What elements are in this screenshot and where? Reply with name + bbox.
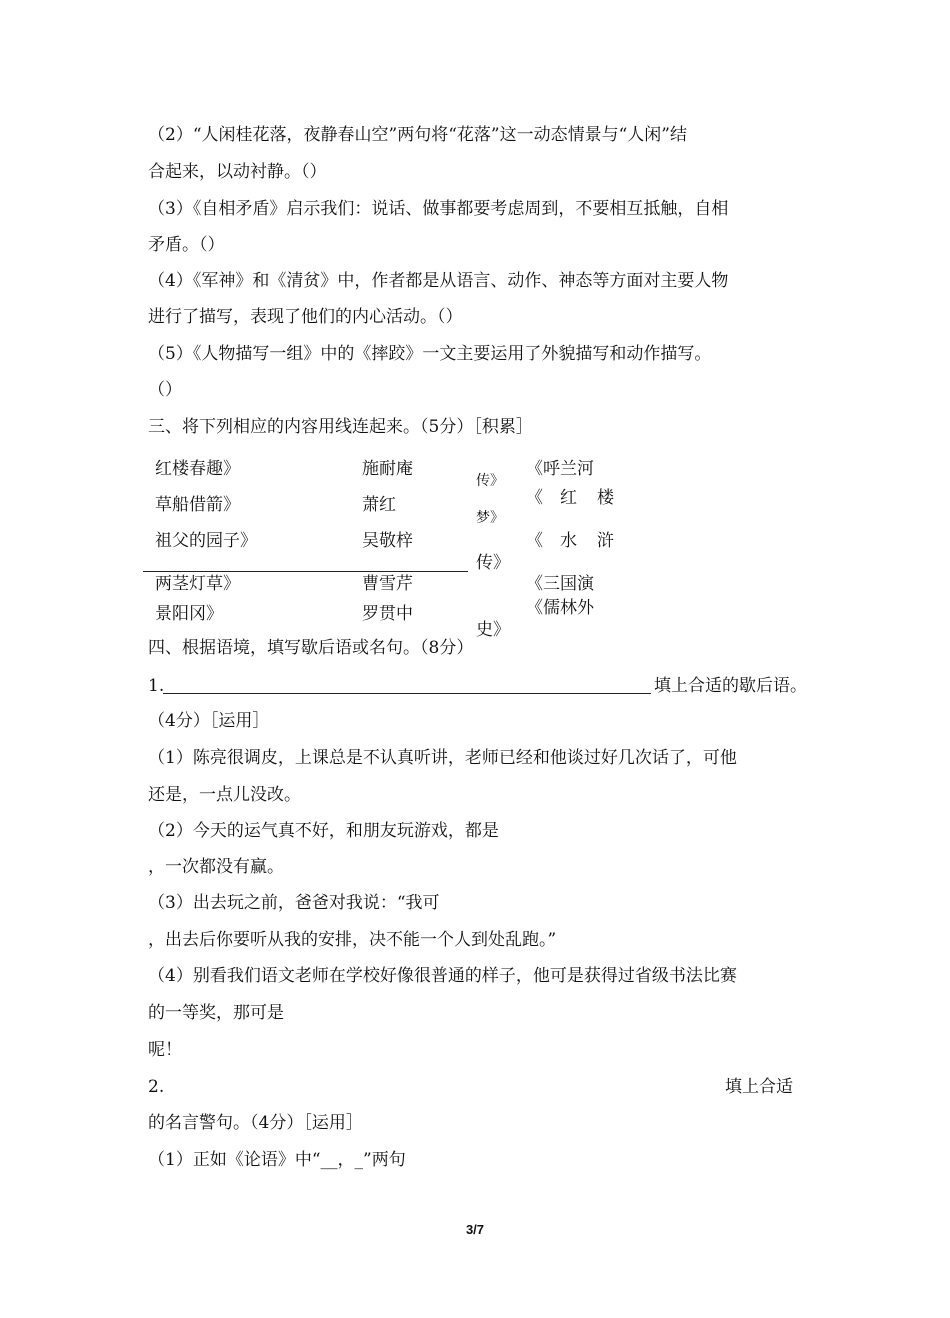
col4-book: 《呼兰河 [526,459,594,479]
q2-instruction: 填上合适 [725,1077,793,1097]
s2-line-2: ，一次都没有赢。 [148,857,284,877]
q2-number: 2. [148,1077,165,1097]
q3-line-1: （3）《自相矛盾》启示我们：说话、做事都要考虑周到，不要相互抵触，自相 [148,199,729,219]
col3-fragment: 传》 [476,473,504,489]
q2-sub1: （1）正如《论语》中“__，_”两句 [148,1150,406,1170]
q2-score-line: 的名言警句。（4分）［运用］ [148,1113,363,1133]
s4-line-1: （4）别看我们语文老师在学校好像很普通的样子，他可是获得过省级书法比赛 [148,966,737,986]
col1-item: 景阳冈》 [155,604,223,624]
col1-item: 红楼春趣》 [155,459,240,479]
section4-heading: 四、根据语境，填写歇后语或名句。（8分） [148,638,474,658]
q3-line-2: 矛盾。（） [148,235,225,255]
q5-line-1: （5）《人物描写一组》中的《摔跤》一文主要运用了外貌描写和动作描写。 [148,344,712,364]
col2-author: 曹雪芹 [362,574,413,594]
section3-heading: 三、将下列相应的内容用线连起来。（5分）［积累］ [148,417,533,437]
s1-line-2: 还是，一点儿没改。 [148,785,301,805]
col4-book: 《儒林外 [526,598,594,618]
q2-line-1: （2）“人闲桂花落，夜静春山空”两句将“花落”这一动态情景与“人闲”结 [148,125,687,145]
s3-line-1: （3）出去玩之前，爸爸对我说：“我可 [148,893,440,913]
q4-line-2: 进行了描写，表现了他们的内心活动。（） [148,307,463,327]
col3-fragment: 史》 [476,620,510,640]
col2-author: 施耐庵 [362,459,413,479]
q1-blank-line[interactable] [163,693,651,694]
col1-item: 祖父的园子》 [155,531,257,551]
s4-line-2: 的一等奖，那可是 [148,1003,284,1023]
q4-line-1: （4）《军神》和《清贫》中，作者都是从语言、动作、神态等方面对主要人物 [148,271,729,291]
col4-book: 《 [526,531,543,551]
s2-line-1: （2）今天的运气真不好，和朋友玩游戏，都是 [148,821,499,841]
q1-instruction: 填上合适的歇后语。 [654,676,807,696]
col3-fragment: 传》 [476,553,510,573]
col2-author: 萧红 [362,495,396,515]
col4-book: 红 [560,488,577,508]
q1-score: （4分）［运用］ [148,711,270,731]
col4-book: 《三国演 [526,574,594,594]
s1-line-1: （1）陈亮很调皮，上课总是不认真听讲，老师已经和他谈过好几次话了，可他 [148,748,737,768]
s4-line-3: 呢！ [148,1040,182,1060]
q5-line-2: （） [148,380,182,400]
col4-book: 《 [526,488,543,508]
table-rule [143,571,468,572]
col1-item: 草船借箭》 [155,495,240,515]
s3-line-2: ，出去后你要听从我的安排，决不能一个人到处乱跑。” [148,930,557,950]
col1-item: 两茎灯草》 [155,574,240,594]
col4-book: 水 [560,531,577,551]
q1-number: 1. [148,676,165,696]
col4-book: 浒 [597,531,614,551]
page-number: 3/7 [465,1222,485,1237]
col2-author: 罗贯中 [362,604,413,624]
col3-fragment: 梦》 [476,510,504,526]
col2-author: 吴敬梓 [362,531,413,551]
q2-line-2: 合起来，以动衬静。（） [148,162,327,182]
col4-book: 楼 [597,488,614,508]
